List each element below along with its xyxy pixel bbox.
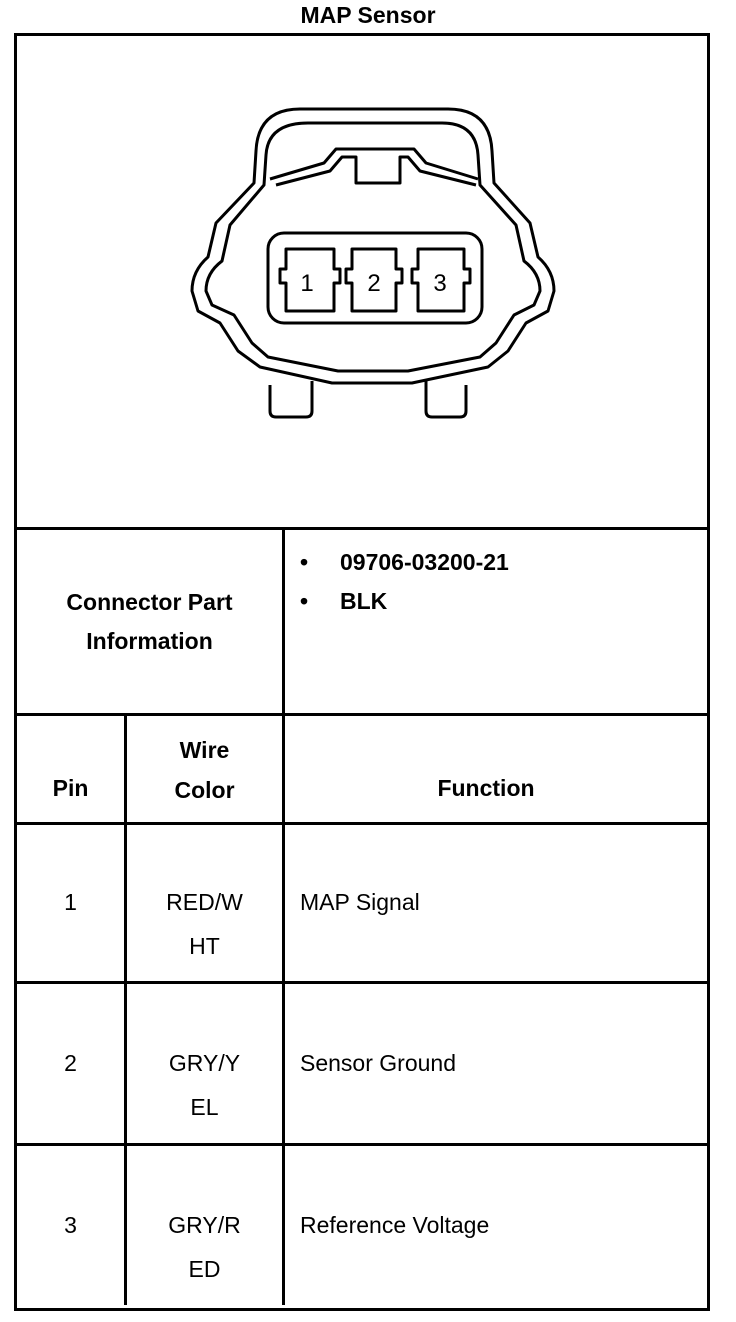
page-title: MAP Sensor [300,2,436,28]
row-3-wire-color [127,1203,282,1291]
connector-color: BLK [340,588,388,614]
pin-2-label: 2 [367,270,381,297]
divider-header-bottom [14,822,710,825]
part-info-label-line1: Connector Part [66,588,233,615]
row-1-wire-color-line2: HT [189,933,220,959]
bullet-icon: • [300,588,309,614]
divider-function-column [282,529,285,1305]
row-3-function: Reference Voltage [300,1212,490,1238]
part-info-label-line2: Information [86,627,213,654]
header-function: Function [437,775,535,801]
row-1-wire-color-line1: RED/W [166,889,243,915]
row-3-wire-color-line2: ED [188,1256,221,1282]
row-3-wire-color-line1: GRY/R [168,1212,241,1238]
row-3-pin: 3 [64,1212,77,1238]
row-2-wire-color-line1: GRY/Y [168,1050,241,1076]
row-1-wire-color [127,880,282,968]
row-1-pin: 1 [64,889,77,915]
row-2-pin: 2 [64,1050,77,1076]
part-info-label [17,530,282,713]
pin-1-label: 1 [300,270,314,297]
header-pin: Pin [52,775,89,801]
row-2-wire-color-line2: EL [190,1094,219,1120]
part-info-list [300,543,509,621]
pin-3-label: 3 [433,270,447,297]
header-wire-color-line1: Wire [179,737,230,763]
row-1-function: MAP Signal [300,889,420,915]
divider-part-info-bottom [14,713,710,716]
bullet-icon: • [300,549,309,575]
connector-face-diagram [190,105,560,423]
row-2-wire-color [127,1041,282,1129]
header-wire-color-line2: Color [174,777,235,803]
part-info-item [300,582,509,621]
header-wire-color [127,728,282,812]
part-info-item [300,543,509,582]
divider-row2-bottom [14,1143,710,1146]
row-2-function: Sensor Ground [300,1050,456,1076]
divider-row1-bottom [14,981,710,984]
part-number: 09706-03200-21 [340,549,509,575]
